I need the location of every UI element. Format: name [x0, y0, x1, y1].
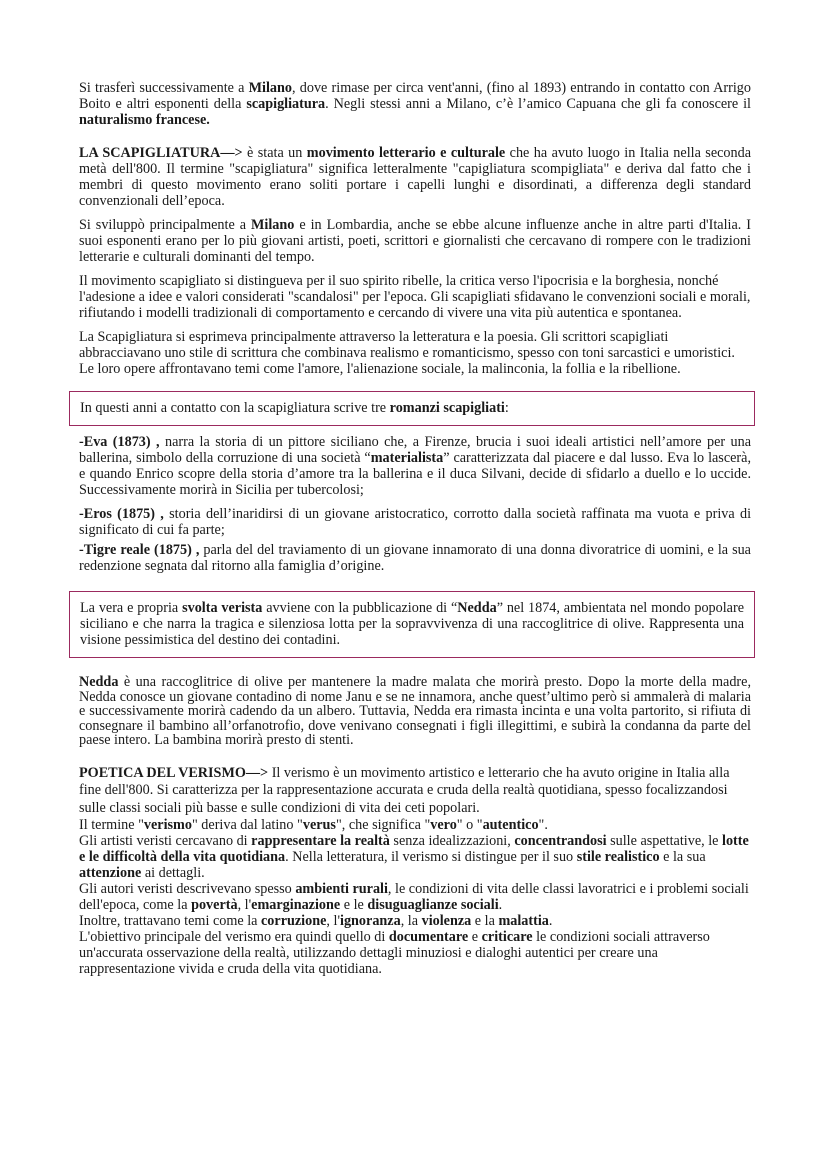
- poetica-etymology: Il termine "verismo" deriva dal latino "verus", che significa "vero" o "autentico".: [79, 817, 548, 833]
- paragraph-tigre-reale: -Tigre reale (1875) , parla del del traviamento di un giovane innamorato di una donna divoratrice di uomini, e la sua redenzione segnata dal ritorno alla famiglia d’origine.: [79, 542, 751, 574]
- highlight-box-romanzi: [69, 391, 755, 426]
- box-text-romanzi: In questi anni a contatto con la scapigliatura scrive tre romanzi scapigliati:: [80, 400, 509, 416]
- paragraph-eva: -Eva (1873) , narra la storia di un pittore siciliano che, a Firenze, brucia i suoi ideali artistici nell’amore per una ballerina, simbolo della corruzione di una società “materialista” caratterizzata dal piacere e dal lusso. Eva lo lascerà, e quando Enrico scopre della storia d’amore tra la ballerina e il duca Silvani, decide di sfidarlo a duello e lo uccide. Successivamente morirà in Sicilia per tubercolosi;: [79, 434, 751, 498]
- poetica-themes: Inoltre, trattavano temi come la corruzione, l'ignoranza, la violenza e la malattia.: [79, 913, 553, 929]
- paragraph-scapigliatura-diffusion: Si sviluppò principalmente a Milano e in Lombardia, anche se ebbe alcune influenze anche in altre parti d'Italia. I suoi esponenti erano per lo più giovani artisti, poeti, scrittori e giornalisti che cercavano di rompere con le tradizioni letterarie e culturali dominanti del tempo.: [79, 217, 752, 265]
- paragraph-scapigliatura-spirit: Il movimento scapigliato si distingueva per il suo spirito ribelle, la critica verso l'ipocrisia e la borghesia, nonché l'adesione a idee e valori considerati "scandalosi" per l'epoca. Gli scapigliati sfidavano le convenzioni sociali e morali, rifiutando i modelli tradizionali di comportamento e cercando di vivere una vita più autentica e spontanea.: [79, 273, 751, 321]
- poetica-artists: Gli artisti veristi cercavano di rappresentare la realtà senza idealizzazioni, concentrandosi sulle aspettative, le lotte e le difficoltà della vita quotidiana. Nella letteratura, il verismo si distingue per il suo stile realistico e la sua attenzione ai dettagli.: [79, 833, 749, 881]
- paragraph-scapigliatura-expression: La Scapigliatura si esprimeva principalmente attraverso la letteratura e la poesia. Gli scrittori scapigliati abbracciavano uno stile di scrittura che combinava realismo e romanticismo, spesso con toni sarcastici e umoristici. Le loro opere affrontavano temi come l'amore, l'alienazione sociale, la malinconia, la follia e la ribellione.: [79, 329, 735, 377]
- document-page: [79, 80, 751, 977]
- poetica-intro: POETICA DEL VERISMO—> Il verismo è un movimento artistico e letterario che ha avuto origine in Italia alla fine dell'800. Si caratterizza per la rappresentazione accurata e cruda della realtà quotidiana, spesso focalizzandosi sulle classi sociali più basse e sulle condizioni di vita dei ceti popolari.: [79, 764, 730, 816]
- paragraph-nedda: Nedda è una raccoglitrice di olive per mantenere la madre malata che morirà presto. Dopo la morte della madre, Nedda conosce un giovane contadino di nome Janu e se ne innamora, anche quest’ultimo però si ammalerà di malaria e successivamente morirà cadendo da un albero. Tuttavia, Nedda era rimasta incinta e una volta partorito, si rifiuta di consegnare il bambino all’orfanotrofio, dove venivano consegnati i figli illegittimi, e subirà la condanna da parte del paese intero. La bambina morirà presto di stenti.: [79, 674, 751, 748]
- highlight-box-svolta-verista: [69, 591, 755, 658]
- paragraph-scapigliatura-definition: LA SCAPIGLIATURA—> è stata un movimento letterario e culturale che ha avuto luogo in Italia nella seconda metà dell'800. Il termine "scapigliatura" significa letteralmente "capigliatura scompigliata" e deriva dal fatto che i membri di questo movimento erano soliti portare i capelli lunghi e disordinati, a differenza degli standard convenzionali dell’epoca.: [79, 145, 751, 209]
- poetica-authors: Gli autori veristi descrivevano spesso ambienti rurali, le condizioni di vita delle classi lavoratrici e i problemi sociali dell'epoca, come la povertà, l'emarginazione e le disuguaglianze sociali.: [79, 881, 749, 913]
- box-text-svolta-verista: La vera e propria svolta verista avviene con la pubblicazione di “Nedda” nel 1874, ambientata nel mondo popolare siciliano e che narra la tragica e silenziosa lotta per la sopravvivenza di una raccoglitrice di olive. Rappresenta una visione pessimistica del destino dei contadini.: [80, 600, 744, 648]
- section-poetica-verismo: [79, 765, 751, 978]
- paragraph-milano: Si trasferì successivamente a Milano, dove rimase per circa vent'anni, (fino al 1893) entrando in contatto con Arrigo Boito e altri esponenti della scapigliatura. Negli stessi anni a Milano, c’è l’amico Capuana che gli fa conoscere il naturalismo francese.: [79, 80, 752, 128]
- poetica-objective: L'obiettivo principale del verismo era quindi quello di documentare e criticare le condizioni sociali attraverso un'accurata osservazione della realtà, utilizzando dettagli minuziosi e dialoghi autentici per creare una rappresentazione vivida e cruda della vita quotidiana.: [79, 929, 710, 977]
- paragraph-eros: -Eros (1875) , storia dell’inaridirsi di un giovane aristocratico, corrotto dalla società raffinata ma vuota e priva di significato di cui fa parte;: [79, 506, 752, 538]
